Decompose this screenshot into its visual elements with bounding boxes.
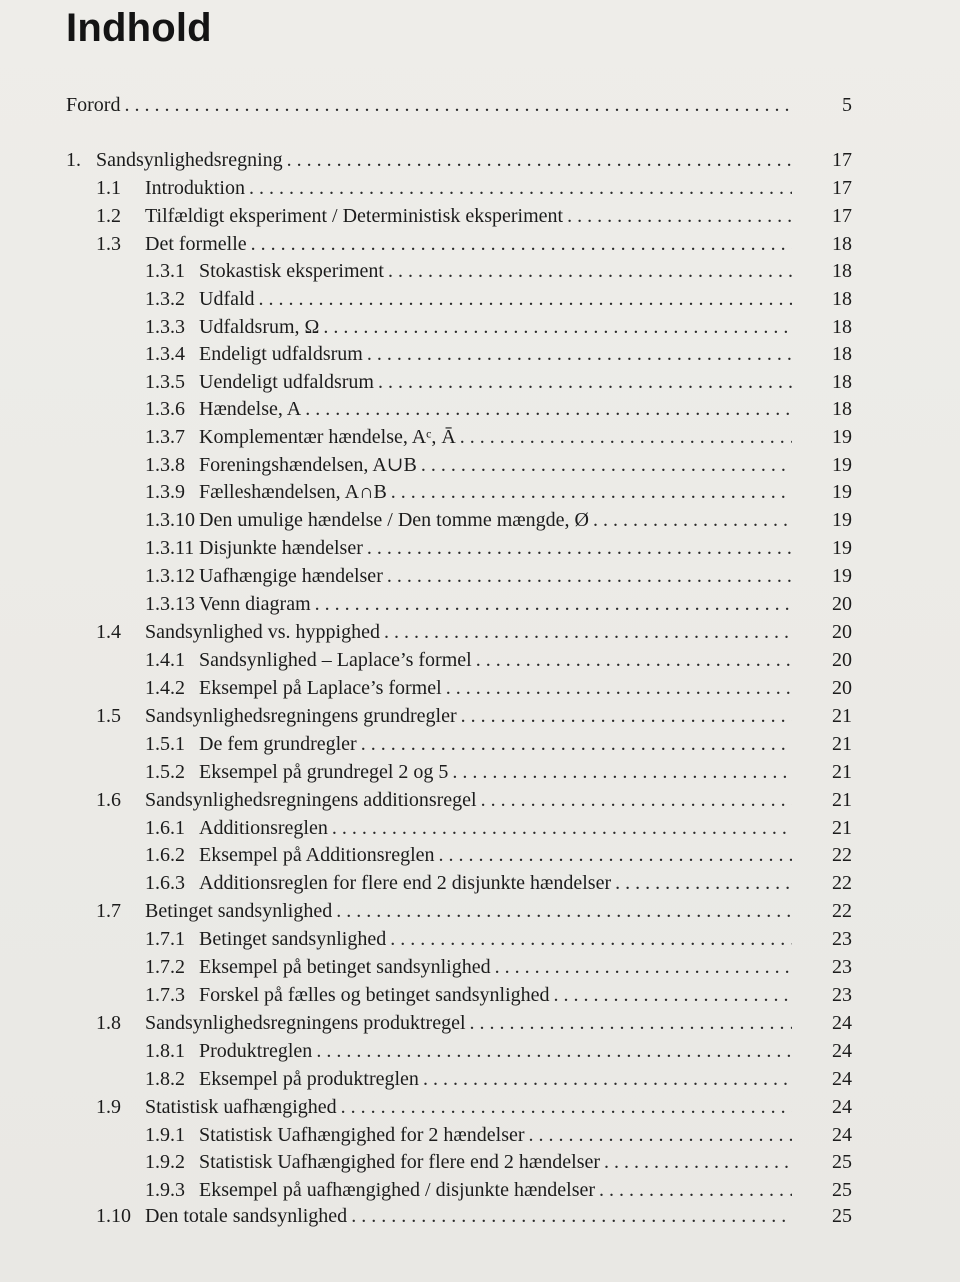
toc-entry-number: 1.3.10 <box>145 509 195 531</box>
dot-leader <box>567 203 792 229</box>
toc-entry-title: Betinget sandsynlighed <box>145 900 333 922</box>
toc-entry-number: 1.3.8 <box>145 454 185 476</box>
toc-entry-number: 1.6 <box>96 789 121 811</box>
toc-entry-title: De fem grundregler <box>199 733 357 755</box>
toc-entry-title: Udfald <box>199 288 255 310</box>
dot-leader <box>305 396 792 422</box>
toc-entry <box>96 898 852 924</box>
dot-leader <box>361 731 792 757</box>
dot-leader <box>316 1038 792 1064</box>
dot-leader <box>615 870 792 896</box>
dot-leader <box>323 314 792 340</box>
toc-entry-page: 19 <box>832 454 852 476</box>
toc-entry-title: Sandsynlighed vs. hyppighed <box>145 621 380 643</box>
toc-entry-title: Eksempel på grundregel 2 og 5 <box>199 761 449 783</box>
toc-entry-title: Uafhængige hændelser <box>199 565 383 587</box>
toc-entry <box>66 147 852 173</box>
toc-entry-page: 19 <box>832 565 852 587</box>
toc-entry-title: Sandsynlighed – Laplace’s formel <box>199 649 472 671</box>
toc-entry-page: 18 <box>832 260 852 282</box>
toc-entry-number: 1.6.2 <box>145 844 185 866</box>
toc-entry-number: 1. <box>66 149 81 171</box>
toc-entry-page: 24 <box>832 1124 852 1146</box>
toc-entry-number: 1.7.2 <box>145 956 185 978</box>
toc-entry-page: 24 <box>832 1096 852 1118</box>
dot-leader <box>387 563 792 589</box>
toc-entry <box>96 703 852 729</box>
dot-leader <box>452 759 792 785</box>
toc-entry-title: Statistisk Uafhængighed for flere end 2 hændelser <box>199 1151 601 1173</box>
toc-entry <box>145 870 852 896</box>
toc-entry-title: Forord <box>66 94 121 116</box>
dot-leader <box>251 231 792 257</box>
dot-leader <box>423 1066 792 1092</box>
toc-entry <box>96 231 852 257</box>
toc-entry-title: Eksempel på produktreglen <box>199 1068 419 1090</box>
toc-entry-title: Komplementær hændelse, Aᶜ, Ā <box>199 426 456 448</box>
toc-entry-page: 23 <box>832 984 852 1006</box>
toc-entry-title: Disjunkte hændelser <box>199 537 363 559</box>
toc-entry-number: 1.5 <box>96 705 121 727</box>
toc-entry-title: Hændelse, A <box>199 398 302 420</box>
toc-entry <box>145 982 852 1008</box>
dot-leader <box>446 675 792 701</box>
dot-leader <box>332 815 792 841</box>
toc-entry-number: 1.8.1 <box>145 1040 185 1062</box>
toc-entry-page: 21 <box>832 733 852 755</box>
toc-entry-number: 1.3.13 <box>145 593 195 615</box>
toc-entry-title: Betinget sandsynlighed <box>199 928 387 950</box>
dot-leader <box>599 1177 792 1203</box>
toc-entry-title: Endeligt udfaldsrum <box>199 343 363 365</box>
toc-entry <box>145 369 852 395</box>
toc-entry-title: Den umulige hændelse / Den tomme mængde, Ø <box>199 509 589 531</box>
toc-entry-title: Den totale sandsynlighed <box>145 1205 348 1227</box>
toc-entry <box>145 954 852 980</box>
page-heading: Indhold <box>66 6 212 50</box>
toc-entry <box>145 815 852 841</box>
dot-leader <box>476 647 792 673</box>
toc-entry <box>145 563 852 589</box>
toc-entry-number: 1.5.2 <box>145 761 185 783</box>
toc-entry <box>145 926 852 952</box>
toc-entry-title: Eksempel på Additionsreglen <box>199 844 435 866</box>
dot-leader <box>367 535 792 561</box>
toc-entry-number: 1.6.1 <box>145 817 185 839</box>
toc-entry-title: Sandsynlighedsregningens produktregel <box>145 1012 466 1034</box>
toc-entry <box>145 759 852 785</box>
toc-entry-page: 20 <box>832 677 852 699</box>
toc-entry <box>96 203 852 229</box>
toc-entry-page: 18 <box>832 343 852 365</box>
toc-entry <box>145 341 852 367</box>
toc-entry <box>96 1010 852 1036</box>
toc-entry <box>145 507 852 533</box>
dot-leader <box>367 341 792 367</box>
toc-entry-title: Produktreglen <box>199 1040 313 1062</box>
toc-entry-number: 1.4.2 <box>145 677 185 699</box>
toc-entry-number: 1.4.1 <box>145 649 185 671</box>
dot-leader <box>351 1203 792 1229</box>
toc-entry-page: 25 <box>832 1151 852 1173</box>
toc-entry-page: 18 <box>832 288 852 310</box>
dot-leader <box>460 424 792 450</box>
toc-entry-title: Introduktion <box>145 177 245 199</box>
toc-entry-title: Statistisk Uafhængighed for 2 hændelser <box>199 1124 525 1146</box>
toc-entry-page: 17 <box>832 177 852 199</box>
toc-entry-page: 18 <box>832 371 852 393</box>
toc-entry <box>145 675 852 701</box>
toc-entry-page: 20 <box>832 593 852 615</box>
toc-entry-page: 17 <box>832 205 852 227</box>
toc-entry-page: 22 <box>832 900 852 922</box>
toc-entry <box>145 1066 852 1092</box>
dot-leader <box>249 175 792 201</box>
toc-entry <box>145 479 852 505</box>
toc-entry-number: 1.3.7 <box>145 426 185 448</box>
toc-entry <box>145 591 852 617</box>
dot-leader <box>604 1149 792 1175</box>
toc-entry-title: Eksempel på Laplace’s formel <box>199 677 442 699</box>
toc-entry-title: Forskel på fælles og betinget sandsynlighed <box>199 984 550 1006</box>
toc-entry-number: 1.9.2 <box>145 1151 185 1173</box>
toc-entry <box>145 286 852 312</box>
dot-leader <box>593 507 792 533</box>
toc-entry-page: 18 <box>832 398 852 420</box>
toc-entry-title: Eksempel på betinget sandsynlighed <box>199 956 491 978</box>
toc-entry-page: 20 <box>832 621 852 643</box>
dot-leader <box>384 619 792 645</box>
dot-leader <box>336 898 792 924</box>
dot-leader <box>439 842 792 868</box>
toc-entry-title: Eksempel på uafhængighed / disjunkte hændelser <box>199 1179 596 1201</box>
dot-leader <box>391 479 792 505</box>
toc-entry <box>145 1038 852 1064</box>
toc-entry-number: 1.3.4 <box>145 343 185 365</box>
dot-leader <box>461 703 792 729</box>
toc-entry-title: Additionsreglen <box>199 817 328 839</box>
toc-entry-page: 22 <box>832 872 852 894</box>
toc-entry <box>145 535 852 561</box>
toc-entry-number: 1.8.2 <box>145 1068 185 1090</box>
toc-entry-number: 1.3.1 <box>145 260 185 282</box>
dot-leader <box>529 1122 792 1148</box>
dot-leader <box>259 286 792 312</box>
toc-entry-page: 24 <box>832 1068 852 1090</box>
toc-entry <box>145 842 852 868</box>
toc-entry <box>145 1122 852 1148</box>
toc-entry-number: 1.3 <box>96 233 121 255</box>
dot-leader <box>495 954 792 980</box>
toc-entry <box>145 1149 852 1175</box>
toc-entry-title: Det formelle <box>145 233 247 255</box>
toc-entry-number: 1.10 <box>96 1205 131 1227</box>
toc-entry <box>145 424 852 450</box>
toc-entry-page: 21 <box>832 705 852 727</box>
toc-entry <box>145 314 852 340</box>
toc-entry-number: 1.1 <box>96 177 121 199</box>
toc-entry-page: 25 <box>832 1179 852 1201</box>
toc-entry-page: 23 <box>832 956 852 978</box>
dot-leader <box>481 787 792 813</box>
toc-entry-number: 1.3.11 <box>145 537 195 559</box>
toc-entry-title: Tilfældigt eksperiment / Deterministisk eksperiment <box>145 205 564 227</box>
toc-entry-number: 1.4 <box>96 621 121 643</box>
toc-entry-page: 19 <box>832 537 852 559</box>
toc-entry-page: 23 <box>832 928 852 950</box>
toc-entry <box>145 258 852 284</box>
toc-entry <box>96 619 852 645</box>
toc-entry <box>96 1203 852 1229</box>
toc-entry <box>145 1177 852 1203</box>
toc-entry-title: Venn diagram <box>199 593 311 615</box>
toc-entry-number: 1.6.3 <box>145 872 185 894</box>
toc-entry-page: 20 <box>832 649 852 671</box>
toc-entry-page: 19 <box>832 509 852 531</box>
toc-entry-title: Foreningshændelsen, A∪B <box>199 454 417 476</box>
toc-entry-page: 5 <box>842 94 852 116</box>
toc-entry-number: 1.7.3 <box>145 984 185 1006</box>
dot-leader <box>378 369 792 395</box>
toc-entry-number: 1.9.3 <box>145 1179 185 1201</box>
toc-entry-number: 1.3.12 <box>145 565 195 587</box>
toc-entry-number: 1.5.1 <box>145 733 185 755</box>
dot-leader <box>390 926 792 952</box>
toc-entry-title: Sandsynlighedsregningens additionsregel <box>145 789 477 811</box>
dot-leader <box>124 92 792 118</box>
dot-leader <box>315 591 792 617</box>
toc-entry-page: 24 <box>832 1012 852 1034</box>
toc-entry-title: Uendeligt udfaldsrum <box>199 371 374 393</box>
toc-entry <box>145 452 852 478</box>
toc-entry-number: 1.9.1 <box>145 1124 185 1146</box>
dot-leader <box>341 1094 792 1120</box>
toc-entry-title: Sandsynlighedsregning <box>96 149 283 171</box>
toc-entry-title: Udfaldsrum, Ω <box>199 316 320 338</box>
toc-entry-page: 17 <box>832 149 852 171</box>
toc-entry <box>145 731 852 757</box>
toc-entry <box>96 175 852 201</box>
toc-entry-title: Additionsreglen for flere end 2 disjunkte hændelser <box>199 872 612 894</box>
toc-entry-number: 1.3.3 <box>145 316 185 338</box>
toc-entry-page: 25 <box>832 1205 852 1227</box>
toc-entry-number: 1.3.2 <box>145 288 185 310</box>
toc-entry-page: 22 <box>832 844 852 866</box>
toc-entry <box>66 92 852 118</box>
toc-entry <box>96 787 852 813</box>
toc-entry-number: 1.2 <box>96 205 121 227</box>
toc-entry-title: Statistisk uafhængighed <box>145 1096 337 1118</box>
toc-entry-number: 1.7.1 <box>145 928 185 950</box>
dot-leader <box>470 1010 793 1036</box>
toc-entry <box>96 1094 852 1120</box>
toc-entry-page: 18 <box>832 316 852 338</box>
toc-entry-page: 24 <box>832 1040 852 1062</box>
toc-entry-page: 21 <box>832 789 852 811</box>
dot-leader <box>287 147 792 173</box>
toc-entry-page: 19 <box>832 481 852 503</box>
toc-entry-number: 1.3.9 <box>145 481 185 503</box>
toc-entry-title: Fælleshændelsen, A∩B <box>199 481 387 503</box>
toc-entry-number: 1.7 <box>96 900 121 922</box>
toc-entry-page: 18 <box>832 233 852 255</box>
toc-entry-number: 1.3.6 <box>145 398 185 420</box>
toc-entry-title: Sandsynlighedsregningens grundregler <box>145 705 457 727</box>
toc-entry-page: 19 <box>832 426 852 448</box>
toc-entry-title: Stokastisk eksperiment <box>199 260 384 282</box>
dot-leader <box>554 982 792 1008</box>
toc-entry-number: 1.8 <box>96 1012 121 1034</box>
toc-entry-page: 21 <box>832 761 852 783</box>
toc-entry-number: 1.9 <box>96 1096 121 1118</box>
dot-leader <box>421 452 792 478</box>
toc-entry <box>145 647 852 673</box>
toc-entry-number: 1.3.5 <box>145 371 185 393</box>
toc-entry <box>145 396 852 422</box>
dot-leader <box>388 258 792 284</box>
toc-entry-page: 21 <box>832 817 852 839</box>
